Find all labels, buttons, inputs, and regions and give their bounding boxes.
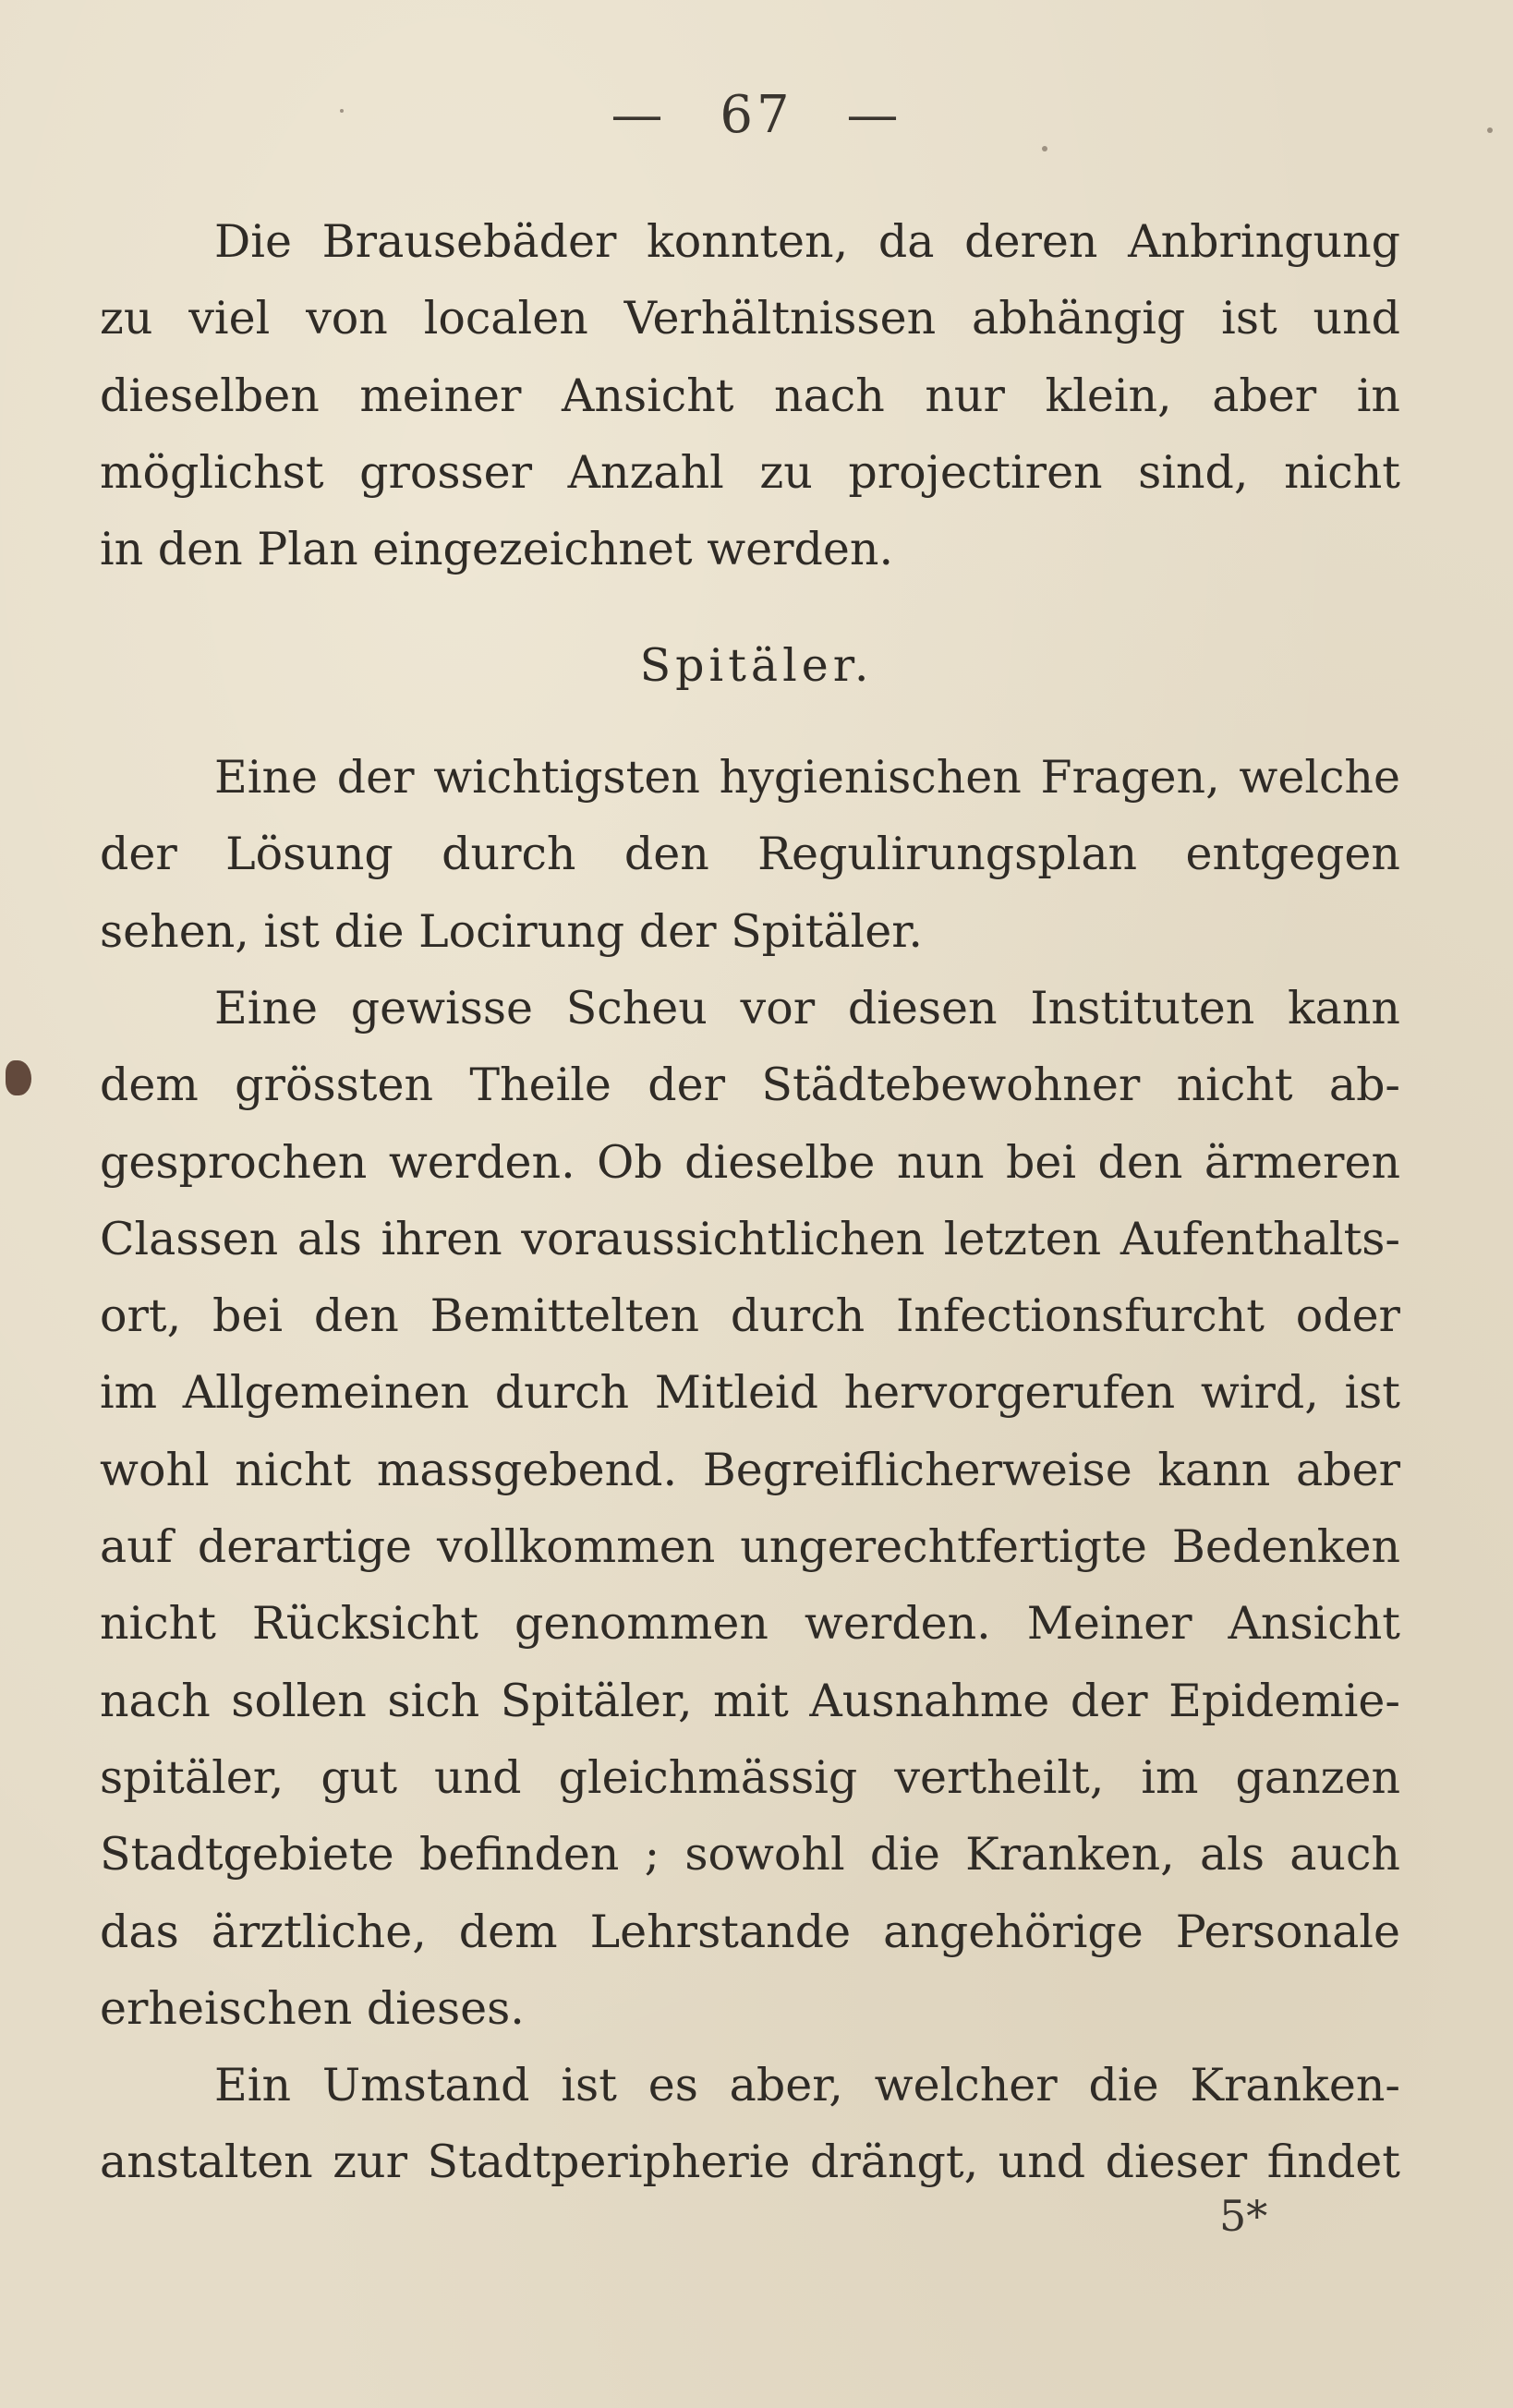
text-line: im Allgemeinen durch Mitleid hervorgerufen wird, ist — [100, 1366, 1400, 1420]
text-line: nicht Rücksicht genommen werden. Meiner Ansicht — [100, 1597, 1400, 1651]
text-line: spitäler, gut und gleichmässig vertheilt, im ganzen — [100, 1750, 1400, 1804]
text-line: Eine der wichtigsten hygienischen Fragen, welche — [214, 751, 1400, 804]
text-line: Eine gewisse Scheu vor diesen Instituten kann — [214, 982, 1400, 1035]
section-heading: Spitäler. — [639, 639, 874, 692]
text-line: möglichst grosser Anzahl zu projectiren sind, nicht — [100, 445, 1400, 499]
text-line: erheischen dieses. — [100, 1981, 525, 2035]
dust-speck — [1487, 127, 1493, 133]
header-dash-left: — — [611, 85, 667, 145]
page-number: 67 — [720, 85, 793, 145]
paragraph-spitaeler-intro — [100, 739, 1400, 970]
text-line: sehen, ist die Locirung der Spitäler. — [100, 904, 923, 958]
text-line: das ärztliche, dem Lehrstande angehörige Personale — [100, 1905, 1400, 1958]
text-line: in den Plan eingezeichnet werden. — [100, 523, 894, 576]
text-line: wohl nicht massgebend. Begreiflicherweise kann aber — [100, 1443, 1400, 1496]
dust-speck — [340, 109, 344, 113]
paragraph-umstand — [100, 2047, 1400, 2201]
text-line: zu viel von localen Verhältnissen abhängig ist und — [100, 292, 1400, 345]
text-line: dem grössten Theile der Städtebewohner nicht ab- — [100, 1059, 1400, 1112]
paragraph-scheu — [100, 970, 1400, 2047]
paragraph-brausebaeder — [100, 203, 1400, 587]
text-line: ort, bei den Bemittelten durch Infectionsfurcht oder — [100, 1289, 1400, 1343]
printer-signature-mark: 5* — [1219, 2191, 1268, 2241]
text-line: Ein Umstand ist es aber, welcher die Kranken- — [214, 2059, 1400, 2112]
text-line: nach sollen sich Spitäler, mit Ausnahme der Epidemie- — [100, 1674, 1400, 1727]
text-line: anstalten zur Stadtperipherie drängt, und dieser findet — [100, 2136, 1400, 2189]
text-line: gesprochen werden. Ob dieselbe nun bei den ärmeren — [100, 1135, 1400, 1189]
text-line: auf derartige vollkommen ungerechtfertigte Bedenken — [100, 1520, 1400, 1574]
text-line: Classen als ihren voraussichtlichen letzten Aufenthalts- — [100, 1212, 1400, 1265]
edge-stain — [6, 1060, 31, 1095]
page-header — [0, 85, 1513, 145]
text-line: dieselben meiner Ansicht nach nur klein, aber in — [100, 369, 1400, 422]
dust-speck — [1042, 146, 1047, 151]
text-line: der Lösung durch den Regulirungsplan entgegen — [100, 828, 1400, 881]
header-dash-right: — — [846, 85, 902, 145]
text-line: Die Brausebäder konnten, da deren Anbringung — [214, 215, 1400, 268]
text-line: Stadtgebiete befinden ; sowohl die Kranken, als auch — [100, 1828, 1400, 1882]
